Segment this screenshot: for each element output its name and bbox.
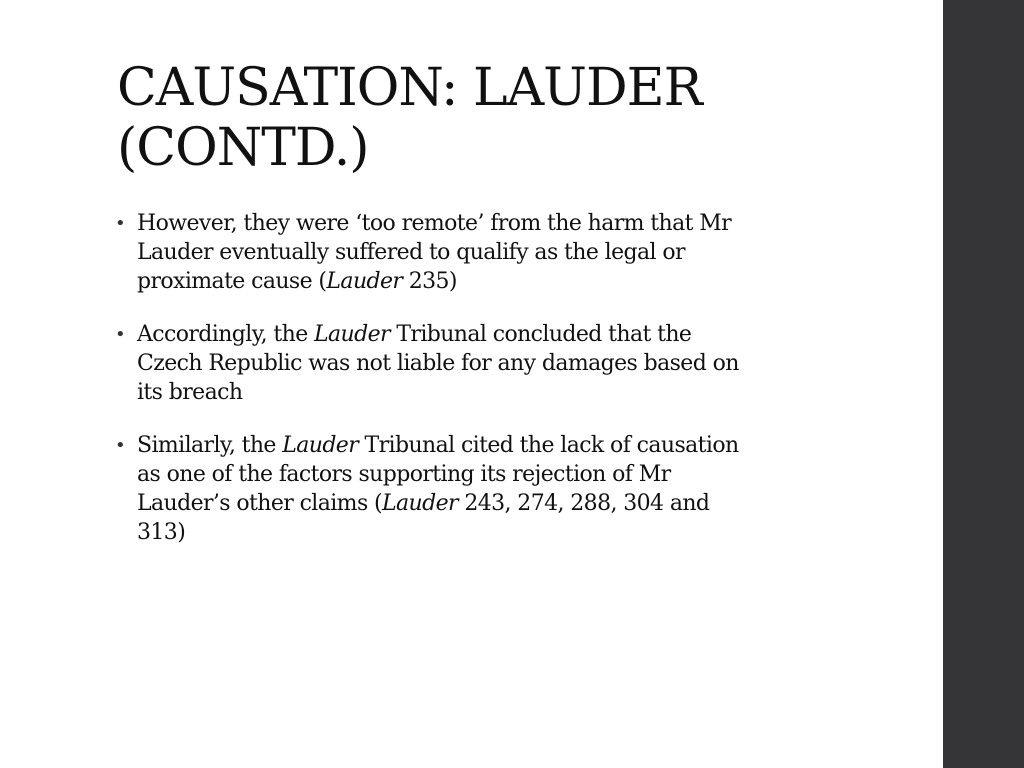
bullet-3-line-1-pre: Similarly, the xyxy=(137,433,283,458)
bullet-item-1 xyxy=(115,209,837,296)
bullet-3-line-4: 313) xyxy=(137,520,186,545)
bullet-dot-icon: • xyxy=(115,435,126,456)
bullet-item-3 xyxy=(115,431,837,547)
bullet-dot-icon: • xyxy=(115,213,126,234)
side-bar xyxy=(943,0,1024,768)
bullet-3-line-2: as one of the factors supporting its rejection of Mr xyxy=(137,462,671,487)
bullet-list xyxy=(115,209,837,571)
bullet-3-line-1-italic: Lauder xyxy=(282,433,359,458)
bullet-1-line-3 xyxy=(137,267,837,296)
bullet-3-line-3-pre: Lauder’s other claims ( xyxy=(137,491,383,516)
bullet-1-line-2: Lauder eventually suffered to qualify as the legal or xyxy=(137,240,685,265)
slide-title-line-2: (CONTD.) xyxy=(117,118,369,178)
slide-title-line-1: CAUSATION: LAUDER xyxy=(117,58,702,118)
bullet-dot-icon: • xyxy=(115,324,126,345)
bullet-3-line-3 xyxy=(137,489,837,518)
bullet-2-line-2: Czech Republic was not liable for any damages based on xyxy=(137,351,739,376)
slide-title xyxy=(117,58,877,178)
bullet-item-2 xyxy=(115,320,837,407)
bullet-1-line-3-italic: Lauder xyxy=(326,269,403,294)
bullet-2-line-1-post: Tribunal concluded that the xyxy=(389,322,692,347)
bullet-2-line-1 xyxy=(137,320,837,349)
bullet-2-line-1-pre: Accordingly, the xyxy=(137,322,315,347)
bullet-1-line-1: However, they were ‘too remote’ from the harm that Mr xyxy=(137,211,732,236)
bullet-3-line-1 xyxy=(137,431,837,460)
bullet-3-line-3-italic: Lauder xyxy=(382,491,458,516)
bullet-2-line-1-italic: Lauder xyxy=(314,322,390,347)
bullet-1-line-3-pre: proximate cause ( xyxy=(137,269,327,294)
bullet-3-line-1-post: Tribunal cited the lack of causation xyxy=(358,433,739,458)
bullet-3-line-3-post: 243, 274, 288, 304 and xyxy=(457,491,710,516)
bullet-1-line-3-post: 235) xyxy=(402,269,457,294)
bullet-2-line-3: its breach xyxy=(137,380,243,405)
